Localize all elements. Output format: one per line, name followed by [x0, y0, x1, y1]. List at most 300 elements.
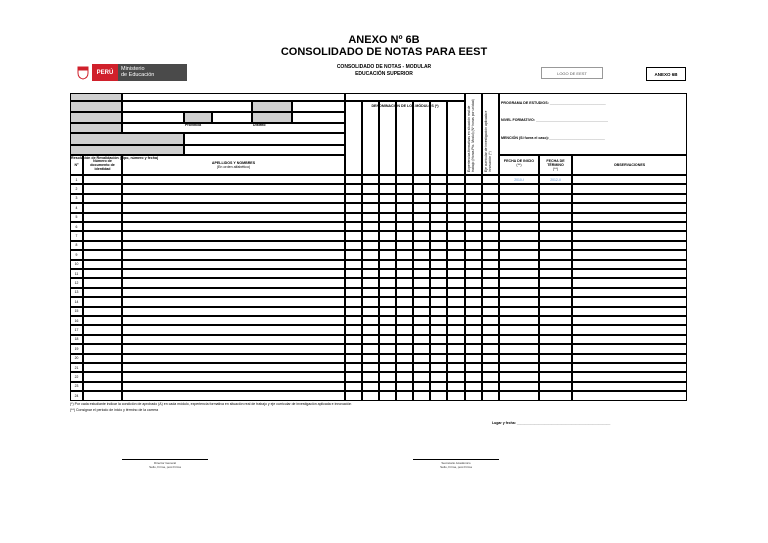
table-cell[interactable]: [499, 213, 539, 222]
table-cell[interactable]: [482, 297, 499, 306]
table-cell[interactable]: [465, 325, 482, 334]
table-cell[interactable]: [362, 316, 379, 325]
table-cell[interactable]: [539, 335, 572, 344]
table-cell[interactable]: [396, 260, 413, 269]
table-cell[interactable]: [379, 175, 396, 184]
table-cell[interactable]: [539, 260, 572, 269]
table-cell[interactable]: [539, 372, 572, 381]
table-cell[interactable]: [430, 203, 447, 212]
table-cell[interactable]: [430, 222, 447, 231]
table-cell[interactable]: [345, 241, 362, 250]
table-cell[interactable]: [430, 307, 447, 316]
table-cell[interactable]: [362, 372, 379, 381]
table-cell[interactable]: [465, 297, 482, 306]
table-cell[interactable]: [447, 382, 465, 391]
table-cell[interactable]: [572, 269, 687, 278]
table-cell[interactable]: [413, 288, 430, 297]
table-cell[interactable]: [499, 382, 539, 391]
table-cell[interactable]: [83, 175, 122, 184]
table-cell[interactable]: [499, 316, 539, 325]
table-cell[interactable]: [430, 175, 447, 184]
table-cell[interactable]: [362, 213, 379, 222]
table-cell[interactable]: [499, 241, 539, 250]
table-cell[interactable]: [572, 194, 687, 203]
table-cell[interactable]: [482, 363, 499, 372]
table-cell[interactable]: [362, 184, 379, 193]
table-cell[interactable]: [482, 391, 499, 400]
table-cell[interactable]: [379, 278, 396, 287]
table-cell[interactable]: [465, 260, 482, 269]
table-cell[interactable]: [447, 316, 465, 325]
table-cell[interactable]: [379, 307, 396, 316]
table-cell[interactable]: [465, 231, 482, 240]
table-cell[interactable]: [122, 316, 345, 325]
table-cell[interactable]: [413, 250, 430, 259]
table-cell[interactable]: [362, 344, 379, 353]
table-cell[interactable]: [379, 335, 396, 344]
table-cell[interactable]: [572, 278, 687, 287]
table-cell[interactable]: [447, 344, 465, 353]
table-cell[interactable]: [379, 316, 396, 325]
table-cell[interactable]: [345, 260, 362, 269]
table-cell[interactable]: [396, 231, 413, 240]
table-cell[interactable]: [447, 241, 465, 250]
table-cell[interactable]: [345, 269, 362, 278]
table-cell[interactable]: [345, 372, 362, 381]
table-cell[interactable]: [83, 307, 122, 316]
table-cell[interactable]: [430, 382, 447, 391]
table-cell[interactable]: [572, 382, 687, 391]
table-cell[interactable]: [122, 278, 345, 287]
table-cell[interactable]: [482, 278, 499, 287]
table-cell[interactable]: [447, 269, 465, 278]
table-cell[interactable]: [465, 194, 482, 203]
table-cell[interactable]: [83, 194, 122, 203]
table-cell[interactable]: [122, 213, 345, 222]
table-cell[interactable]: [482, 175, 499, 184]
table-cell[interactable]: [83, 354, 122, 363]
table-cell[interactable]: [430, 372, 447, 381]
table-cell[interactable]: [465, 222, 482, 231]
table-cell[interactable]: [362, 194, 379, 203]
table-cell[interactable]: [396, 250, 413, 259]
table-cell[interactable]: [447, 354, 465, 363]
table-cell[interactable]: [345, 335, 362, 344]
table-cell[interactable]: [539, 250, 572, 259]
table-cell[interactable]: [83, 222, 122, 231]
table-cell[interactable]: [447, 391, 465, 400]
table-cell[interactable]: [499, 372, 539, 381]
table-cell[interactable]: [499, 278, 539, 287]
table-cell[interactable]: [572, 344, 687, 353]
table-cell[interactable]: [499, 269, 539, 278]
table-cell[interactable]: [430, 241, 447, 250]
table-cell[interactable]: [413, 269, 430, 278]
table-cell[interactable]: [413, 316, 430, 325]
table-cell[interactable]: [379, 391, 396, 400]
table-cell[interactable]: [539, 316, 572, 325]
table-cell[interactable]: [345, 325, 362, 334]
table-cell[interactable]: [572, 354, 687, 363]
table-cell[interactable]: [345, 363, 362, 372]
table-cell[interactable]: [572, 391, 687, 400]
table-cell[interactable]: [345, 344, 362, 353]
table-cell[interactable]: [539, 354, 572, 363]
table-cell[interactable]: [482, 213, 499, 222]
table-cell[interactable]: [430, 260, 447, 269]
table-cell[interactable]: [447, 175, 465, 184]
table-cell[interactable]: [539, 222, 572, 231]
table-cell[interactable]: [482, 288, 499, 297]
table-cell[interactable]: [430, 288, 447, 297]
table-cell[interactable]: [396, 344, 413, 353]
table-cell[interactable]: [430, 335, 447, 344]
table-cell[interactable]: [499, 325, 539, 334]
table-cell[interactable]: [482, 344, 499, 353]
table-cell[interactable]: [499, 363, 539, 372]
table-cell[interactable]: [572, 260, 687, 269]
table-cell[interactable]: [572, 241, 687, 250]
table-cell[interactable]: [413, 391, 430, 400]
table-cell[interactable]: [447, 231, 465, 240]
table-cell[interactable]: [122, 250, 345, 259]
table-cell[interactable]: [572, 307, 687, 316]
table-cell[interactable]: [482, 316, 499, 325]
table-cell[interactable]: [83, 203, 122, 212]
table-cell[interactable]: [539, 241, 572, 250]
table-cell[interactable]: [396, 213, 413, 222]
table-cell[interactable]: [499, 354, 539, 363]
table-cell[interactable]: [83, 316, 122, 325]
table-cell[interactable]: [362, 363, 379, 372]
table-cell[interactable]: [430, 184, 447, 193]
table-cell[interactable]: [499, 231, 539, 240]
table-cell[interactable]: [539, 184, 572, 193]
table-cell[interactable]: [413, 213, 430, 222]
table-cell[interactable]: [447, 278, 465, 287]
table-cell[interactable]: [122, 288, 345, 297]
table-cell[interactable]: [396, 372, 413, 381]
table-cell[interactable]: [413, 203, 430, 212]
table-cell[interactable]: [482, 307, 499, 316]
table-cell[interactable]: [345, 222, 362, 231]
table-cell[interactable]: [362, 260, 379, 269]
table-cell[interactable]: [482, 241, 499, 250]
table-cell[interactable]: [499, 391, 539, 400]
table-cell[interactable]: [379, 382, 396, 391]
table-cell[interactable]: [396, 194, 413, 203]
table-cell[interactable]: [572, 213, 687, 222]
table-cell[interactable]: [413, 344, 430, 353]
table-cell[interactable]: [122, 184, 345, 193]
table-cell[interactable]: [539, 297, 572, 306]
table-cell[interactable]: [539, 231, 572, 240]
table-cell[interactable]: [379, 231, 396, 240]
table-cell[interactable]: [465, 203, 482, 212]
table-cell[interactable]: [465, 184, 482, 193]
table-cell[interactable]: [396, 269, 413, 278]
table-cell[interactable]: [362, 241, 379, 250]
table-cell[interactable]: [362, 325, 379, 334]
table-cell[interactable]: [572, 325, 687, 334]
table-cell[interactable]: [482, 325, 499, 334]
table-cell[interactable]: [379, 363, 396, 372]
table-cell[interactable]: [122, 241, 345, 250]
table-cell[interactable]: [572, 372, 687, 381]
table-cell[interactable]: [83, 344, 122, 353]
table-cell[interactable]: [482, 194, 499, 203]
table-cell[interactable]: [396, 288, 413, 297]
table-cell[interactable]: [345, 316, 362, 325]
table-cell[interactable]: [482, 203, 499, 212]
table-cell[interactable]: [345, 382, 362, 391]
table-cell[interactable]: [379, 222, 396, 231]
table-cell[interactable]: [572, 222, 687, 231]
table-cell[interactable]: [447, 372, 465, 381]
table-cell[interactable]: [122, 297, 345, 306]
table-cell[interactable]: [122, 307, 345, 316]
table-cell[interactable]: [122, 260, 345, 269]
table-cell[interactable]: [362, 382, 379, 391]
table-cell[interactable]: [465, 316, 482, 325]
table-cell[interactable]: [379, 203, 396, 212]
table-cell[interactable]: [83, 260, 122, 269]
table-cell[interactable]: [499, 184, 539, 193]
table-cell[interactable]: [396, 297, 413, 306]
table-cell[interactable]: [413, 363, 430, 372]
table-cell[interactable]: [83, 269, 122, 278]
table-cell[interactable]: [539, 203, 572, 212]
table-cell[interactable]: [465, 335, 482, 344]
table-cell[interactable]: [345, 184, 362, 193]
table-cell[interactable]: [413, 231, 430, 240]
table-cell[interactable]: [396, 307, 413, 316]
table-cell[interactable]: [465, 278, 482, 287]
table-cell[interactable]: [379, 269, 396, 278]
table-cell[interactable]: [413, 354, 430, 363]
table-cell[interactable]: [413, 184, 430, 193]
table-cell[interactable]: [396, 391, 413, 400]
table-cell[interactable]: [379, 241, 396, 250]
table-cell[interactable]: [122, 325, 345, 334]
table-cell[interactable]: [465, 269, 482, 278]
table-cell[interactable]: [572, 335, 687, 344]
table-cell[interactable]: [447, 260, 465, 269]
table-cell[interactable]: [413, 372, 430, 381]
table-cell[interactable]: [413, 325, 430, 334]
table-cell[interactable]: [83, 241, 122, 250]
table-cell[interactable]: [482, 250, 499, 259]
table-cell[interactable]: [539, 391, 572, 400]
table-cell[interactable]: [83, 372, 122, 381]
table-cell[interactable]: [379, 372, 396, 381]
table-cell[interactable]: [396, 222, 413, 231]
table-cell[interactable]: [499, 335, 539, 344]
table-cell[interactable]: [83, 335, 122, 344]
table-cell[interactable]: [396, 203, 413, 212]
table-cell[interactable]: [362, 175, 379, 184]
table-cell[interactable]: [465, 175, 482, 184]
table-cell[interactable]: [465, 354, 482, 363]
table-cell[interactable]: [345, 175, 362, 184]
table-cell[interactable]: [465, 382, 482, 391]
table-cell[interactable]: [413, 382, 430, 391]
table-cell[interactable]: [122, 175, 345, 184]
table-cell[interactable]: [447, 335, 465, 344]
table-cell[interactable]: [122, 222, 345, 231]
table-cell[interactable]: [396, 241, 413, 250]
table-cell[interactable]: [465, 241, 482, 250]
table-cell[interactable]: [499, 194, 539, 203]
table-cell[interactable]: [379, 250, 396, 259]
table-cell[interactable]: [499, 203, 539, 212]
table-cell[interactable]: [539, 382, 572, 391]
table-cell[interactable]: [122, 372, 345, 381]
table-cell[interactable]: [413, 222, 430, 231]
table-cell[interactable]: [539, 344, 572, 353]
table-cell[interactable]: [430, 344, 447, 353]
table-cell[interactable]: [482, 184, 499, 193]
table-cell[interactable]: [499, 344, 539, 353]
table-cell[interactable]: [379, 344, 396, 353]
table-cell[interactable]: [430, 250, 447, 259]
table-cell[interactable]: [413, 297, 430, 306]
table-cell[interactable]: [539, 307, 572, 316]
table-cell[interactable]: [396, 335, 413, 344]
table-cell[interactable]: [572, 297, 687, 306]
table-cell[interactable]: [122, 335, 345, 344]
table-cell[interactable]: [345, 278, 362, 287]
table-cell[interactable]: [396, 325, 413, 334]
table-cell[interactable]: [122, 354, 345, 363]
table-cell[interactable]: [345, 297, 362, 306]
table-cell[interactable]: [362, 269, 379, 278]
table-cell[interactable]: [413, 241, 430, 250]
table-cell[interactable]: [499, 288, 539, 297]
table-cell[interactable]: [362, 278, 379, 287]
table-cell[interactable]: [83, 184, 122, 193]
table-cell[interactable]: [447, 213, 465, 222]
table-cell[interactable]: [396, 175, 413, 184]
table-cell[interactable]: [572, 250, 687, 259]
table-cell[interactable]: [413, 194, 430, 203]
table-cell[interactable]: [499, 297, 539, 306]
table-cell[interactable]: [379, 194, 396, 203]
table-cell[interactable]: [83, 278, 122, 287]
table-cell[interactable]: [413, 335, 430, 344]
table-cell[interactable]: [379, 288, 396, 297]
table-cell[interactable]: [572, 175, 687, 184]
table-cell[interactable]: [83, 325, 122, 334]
table-cell[interactable]: [430, 269, 447, 278]
table-cell[interactable]: [345, 288, 362, 297]
table-cell[interactable]: [430, 391, 447, 400]
table-cell[interactable]: [362, 335, 379, 344]
table-cell[interactable]: [572, 363, 687, 372]
table-cell[interactable]: [447, 184, 465, 193]
table-cell[interactable]: [122, 344, 345, 353]
table-cell[interactable]: [345, 213, 362, 222]
table-cell[interactable]: [447, 222, 465, 231]
table-cell[interactable]: [379, 213, 396, 222]
table-cell[interactable]: [83, 213, 122, 222]
table-cell[interactable]: [499, 307, 539, 316]
table-cell[interactable]: [396, 184, 413, 193]
table-cell[interactable]: [83, 382, 122, 391]
table-cell[interactable]: [345, 250, 362, 259]
table-cell[interactable]: [122, 391, 345, 400]
table-cell[interactable]: [362, 231, 379, 240]
table-cell[interactable]: [430, 325, 447, 334]
table-cell[interactable]: [482, 222, 499, 231]
table-cell[interactable]: [430, 213, 447, 222]
table-cell[interactable]: [499, 250, 539, 259]
table-cell[interactable]: [345, 203, 362, 212]
table-cell[interactable]: [499, 222, 539, 231]
table-cell[interactable]: [413, 175, 430, 184]
table-cell[interactable]: [413, 307, 430, 316]
table-cell[interactable]: [362, 222, 379, 231]
table-cell[interactable]: [447, 288, 465, 297]
table-cell[interactable]: [345, 231, 362, 240]
table-cell[interactable]: [83, 250, 122, 259]
table-cell[interactable]: [83, 231, 122, 240]
table-cell[interactable]: [345, 391, 362, 400]
table-cell[interactable]: [362, 297, 379, 306]
table-cell[interactable]: [413, 278, 430, 287]
table-cell[interactable]: [345, 354, 362, 363]
table-cell[interactable]: [362, 307, 379, 316]
table-cell[interactable]: [362, 203, 379, 212]
table-cell[interactable]: [465, 288, 482, 297]
table-cell[interactable]: [465, 307, 482, 316]
table-cell[interactable]: [362, 391, 379, 400]
table-cell[interactable]: [83, 391, 122, 400]
table-cell[interactable]: [465, 344, 482, 353]
table-cell[interactable]: [539, 213, 572, 222]
table-cell[interactable]: [83, 288, 122, 297]
table-cell[interactable]: [413, 260, 430, 269]
table-cell[interactable]: [482, 372, 499, 381]
table-cell[interactable]: [465, 363, 482, 372]
table-cell[interactable]: [572, 184, 687, 193]
table-cell[interactable]: [572, 231, 687, 240]
table-cell[interactable]: [430, 354, 447, 363]
table-cell[interactable]: [379, 297, 396, 306]
table-cell[interactable]: [396, 382, 413, 391]
table-cell[interactable]: [430, 231, 447, 240]
table-cell[interactable]: [482, 231, 499, 240]
table-cell[interactable]: [379, 260, 396, 269]
table-cell[interactable]: [345, 194, 362, 203]
table-cell[interactable]: [362, 354, 379, 363]
table-cell[interactable]: [447, 297, 465, 306]
table-cell[interactable]: [379, 354, 396, 363]
table-cell[interactable]: [482, 260, 499, 269]
table-cell[interactable]: [465, 391, 482, 400]
table-cell[interactable]: [122, 363, 345, 372]
table-cell[interactable]: [430, 194, 447, 203]
table-cell[interactable]: [379, 184, 396, 193]
table-cell[interactable]: [572, 288, 687, 297]
table-cell[interactable]: [539, 278, 572, 287]
table-cell[interactable]: [430, 316, 447, 325]
table-cell[interactable]: [396, 316, 413, 325]
table-cell[interactable]: [345, 307, 362, 316]
table-cell[interactable]: [430, 363, 447, 372]
table-cell[interactable]: [362, 250, 379, 259]
table-cell[interactable]: [482, 354, 499, 363]
